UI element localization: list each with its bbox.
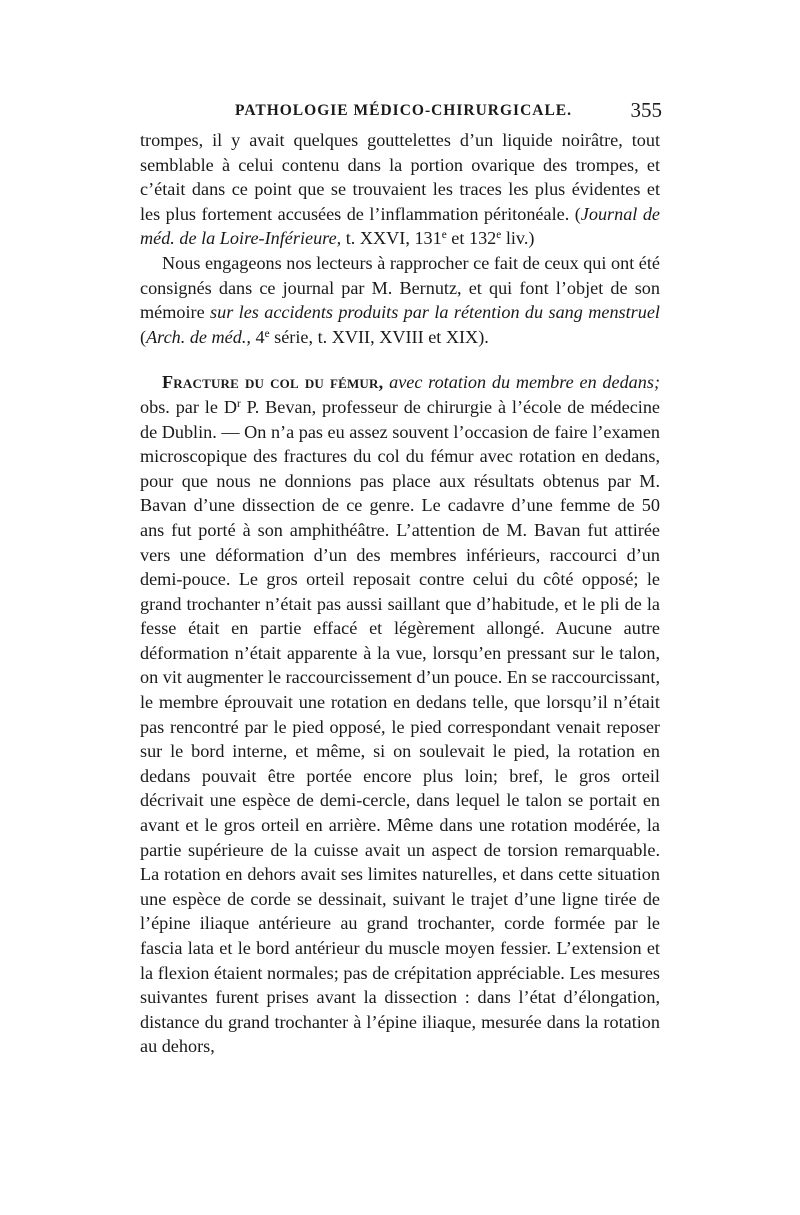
- text-run: P. Bevan, professeur de chirurgie à l’école de médecine de Dublin. — On n’a pas eu assez souvent l’occasion de faire l’examen microscopique des fractures du col du fémur avec rotation en dedans, pour que nous ne donnions pas place aux résultats obtenus par M. Bavan d’une dissection de ce genre. Le cadavre d’une femme de 50 ans fut porté à son amphithéâtre. L’attention de M. Bavan fut attirée vers une déformation d’un des membres inférieurs, raccourci d’un demi-pouce. Le gros orteil reposait contre celui du côté opposé; le grand trochanter n’était pas aussi saillant que d’habitude, et le pli de la fesse était en partie effacé et légèrement allongé. Aucune autre déformation n’était apparente à la vue, lorsqu’en pressant sur le talon, on vit augmenter le raccourcissement d’un pouce. En se raccourcissant, le membre éprouvait une rotation en dedans telle, que lorsqu’il n’était pas rencontré par le pied opposé, le pied correspondant venait reposer sur le bord interne, et même, si on soulevait le pied, la rotation en dedans pouvait être portée encore plus loin; bref, le gros orteil décrivait une espèce de demi-cercle, dans lequel le talon se portait en avant et le gros orteil en arrière. Même dans une rotation modérée, la partie supérieure de la cuisse avait un aspect de torsion remarquable. La rotation en dehors avait ses limites naturelles, et dans cette situation une espèce de corde se dessinait, suivant le trajet d’une ligne tirée de l’épine iliaque antérieure au grand trochanter, corde formée par le fascia lata et le bord antérieur du muscle moyen fessier. L’extension et la flexion étaient normales; pas de crépitation appréciable. Les mesures suivantes furent prises avant la dissection : dans l’état d’élongation, distance du grand trochanter à l’épine iliaque, mesurée dans la rotation au dehors,: [140, 396, 661, 1057]
- article-heading: Fracture du col du fémur,: [162, 372, 384, 393]
- text-run: liv.): [501, 228, 535, 249]
- text-run: et 132: [446, 228, 497, 249]
- running-title: PATHOLOGIE MÉDICO-CHIRURGICALE.: [235, 102, 573, 119]
- text-run: obs. par le D: [140, 396, 237, 417]
- memoir-title: sur les accidents produits par la rétention du sang menstruel: [210, 302, 660, 323]
- text-run: trompes, il y avait quelques gouttelettes d’un liquide noirâtre, tout semblable à celui contenu dans la portion ovarique des trompes, et c’était dans ce point que se trouvaient les traces les plus évidentes et les plus fortement accusées de l’inflammation péritonéale. (: [140, 130, 660, 224]
- journal-citation: Arch. de méd.,: [146, 326, 251, 347]
- superscript: r: [236, 397, 241, 410]
- superscript: e: [441, 229, 447, 242]
- text-run: (: [140, 326, 147, 347]
- superscript: e: [496, 229, 502, 242]
- text-run: 4: [250, 326, 265, 347]
- journal-citation: Journal de méd. de la Loire-Inférieure,: [140, 203, 660, 249]
- paragraph-continuation: [140, 128, 660, 251]
- text-run: t. XXVI, 131: [341, 228, 442, 249]
- paragraph-fracture-case: [140, 370, 660, 1059]
- paragraph-editorial-note: [140, 251, 660, 349]
- article-subtitle: avec rotation du membre en dedans;: [383, 372, 660, 393]
- body-text: [140, 128, 660, 1059]
- text-run: série, t. XVII, XVIII et XIX).: [269, 326, 489, 347]
- text-run: Nous engageons nos lecteurs à rapprocher ce fait de ceux qui ont été consignés dans ce journal par M. Bernutz, et qui font l’objet de son mémoire: [140, 252, 660, 323]
- superscript: e: [264, 327, 270, 340]
- running-header: [140, 100, 660, 130]
- page-number: 355: [630, 98, 662, 122]
